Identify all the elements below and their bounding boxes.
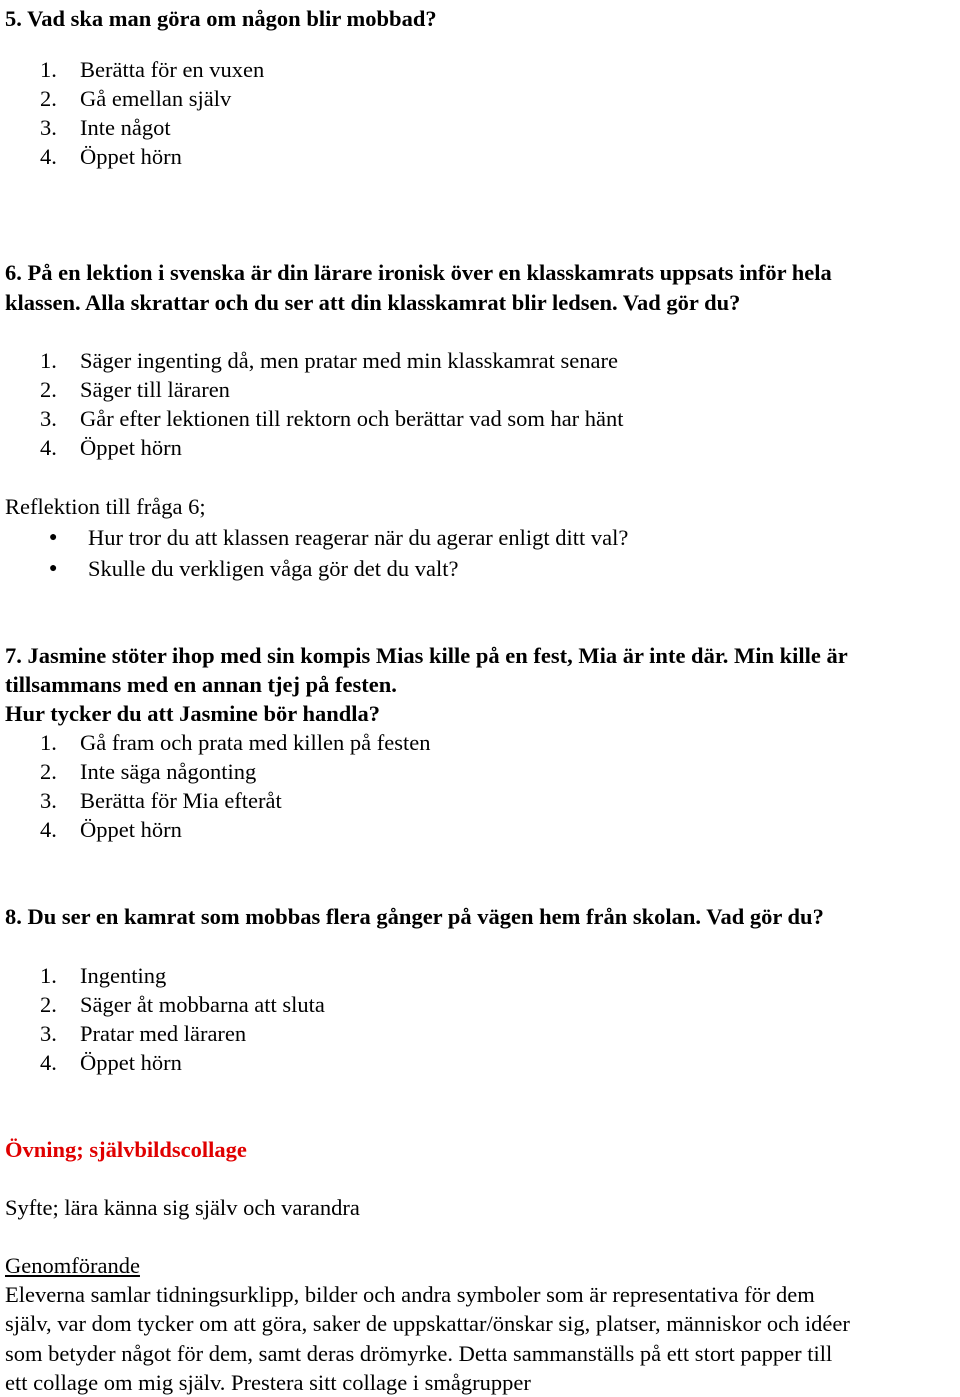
item-text: Gå emellan själv: [80, 86, 232, 111]
exercise-heading: Övning; självbildscollage: [5, 1137, 247, 1162]
item-number: 3.: [40, 788, 57, 813]
bullet-icon: ●: [49, 561, 58, 576]
item-text: Berätta för Mia efteråt: [80, 788, 282, 813]
item-text: Inte något: [80, 115, 171, 140]
item-text: Säger ingenting då, men pratar med min klasskamrat senare: [80, 348, 618, 373]
item-number: 2.: [40, 759, 57, 784]
bullet-text: Skulle du verkligen våga gör det du valt?: [88, 556, 459, 581]
method-body-line: som betyder något för dem, samt deras drömyrke. Detta sammanställs på ett stort papper till: [5, 1341, 833, 1366]
method-body-line: själv, var dom tycker om att göra, saker de uppskattar/önskar sig, platser, människor och idéer: [5, 1311, 850, 1336]
item-text: Säger till läraren: [80, 377, 230, 402]
item-number: 2.: [40, 86, 57, 111]
bullet-icon: ●: [49, 530, 58, 545]
reflection-label: Reflektion till fråga 6;: [5, 494, 206, 519]
item-number: 4.: [40, 144, 57, 169]
item-number: 1.: [40, 963, 57, 988]
item-text: Inte säga någonting: [80, 759, 257, 784]
item-number: 1.: [40, 730, 57, 755]
item-number: 4.: [40, 1050, 57, 1075]
item-number: 2.: [40, 377, 57, 402]
item-text: Ingenting: [80, 963, 167, 988]
item-text: Öppet hörn: [80, 817, 182, 842]
question-6-title-line-1: 6. På en lektion i svenska är din lärare ironisk över en klasskamrats uppsats inför hela: [5, 260, 832, 285]
item-text: Öppet hörn: [80, 1050, 182, 1075]
item-number: 3.: [40, 1021, 57, 1046]
item-text: Går efter lektionen till rektorn och berättar vad som har hänt: [80, 406, 624, 431]
method-label: Genomförande: [5, 1253, 140, 1278]
question-7-title-line-2: tillsammans med en annan tjej på festen.: [5, 672, 397, 697]
question-6-title-line-2: klassen. Alla skrattar och du ser att din klasskamrat blir ledsen. Vad gör du?: [5, 290, 741, 315]
item-text: Öppet hörn: [80, 144, 182, 169]
method-body-line: Eleverna samlar tidningsurklipp, bilder och andra symboler som är representativa för dem: [5, 1282, 815, 1307]
item-number: 1.: [40, 57, 57, 82]
item-number: 4.: [40, 817, 57, 842]
bullet-text: Hur tror du att klassen reagerar när du agerar enligt ditt val?: [88, 525, 629, 550]
item-text: Berätta för en vuxen: [80, 57, 265, 82]
item-text: Pratar med läraren: [80, 1021, 247, 1046]
item-text: Gå fram och prata med killen på festen: [80, 730, 431, 755]
item-number: 3.: [40, 406, 57, 431]
item-number: 3.: [40, 115, 57, 140]
item-number: 1.: [40, 348, 57, 373]
item-number: 2.: [40, 992, 57, 1017]
exercise-purpose: Syfte; lära känna sig själv och varandra: [5, 1195, 360, 1220]
item-number: 4.: [40, 435, 57, 460]
item-text: Öppet hörn: [80, 435, 182, 460]
question-8-title: 8. Du ser en kamrat som mobbas flera gånger på vägen hem från skolan. Vad gör du?: [5, 904, 824, 929]
question-7-title-line-1: 7. Jasmine stöter ihop med sin kompis Mias kille på en fest, Mia är inte där. Min kille är: [5, 643, 848, 668]
question-5-title: 5. Vad ska man göra om någon blir mobbad?: [5, 6, 437, 31]
method-body-line: ett collage om mig själv. Prestera sitt collage i smågrupper: [5, 1370, 531, 1395]
item-text: Säger åt mobbarna att sluta: [80, 992, 325, 1017]
question-7-title-line-3: Hur tycker du att Jasmine bör handla?: [5, 701, 381, 726]
